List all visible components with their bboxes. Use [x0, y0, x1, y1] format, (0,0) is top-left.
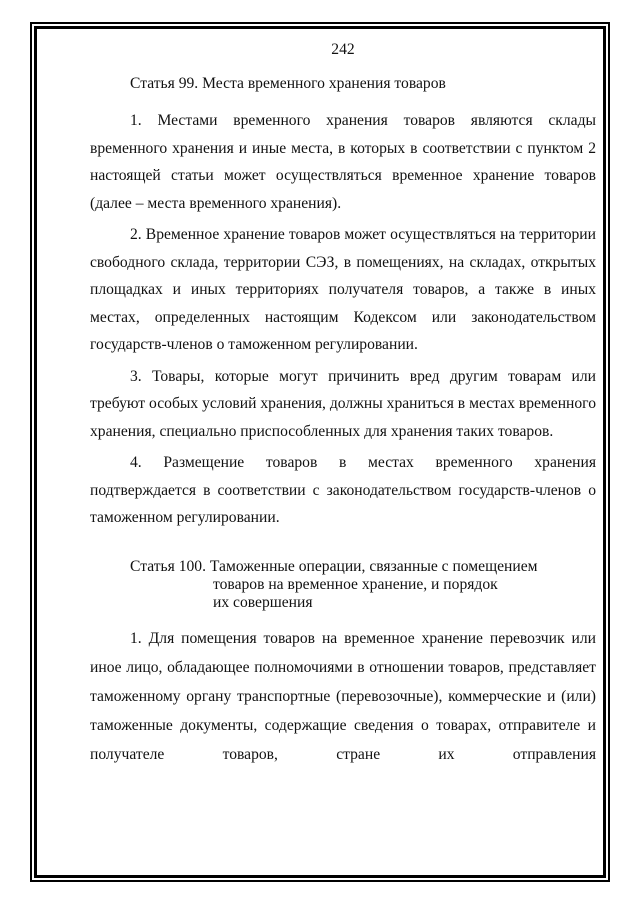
page-number: 242 [331, 41, 355, 58]
article-99 [90, 70, 596, 532]
article-99-paragraph: 3. Товары, которые могут причинить вред другим товарам или требуют особых условий хранения, должны храниться в местах временного хранения, специально приспособленных для хранения таких товаров. [90, 367, 596, 440]
article-100-title-line: Статья 100. Таможенные операции, связанные с помещением [130, 557, 538, 575]
article-99-title: Статья 99. Места временного хранения товаров [130, 74, 446, 92]
document-page [90, 36, 596, 769]
article-100-title [130, 558, 596, 612]
article-100-title-line: их совершения [213, 593, 313, 611]
article-99-paragraph: 4. Размещение товаров в местах временного хранения подтверждается в соответствии с законодательством государств-членов о таможенном регулировании. [90, 454, 596, 526]
article-100-paragraph: 1. Для помещения товаров на временное хранение перевозчик или иное лицо, обладающее полномочиями в отношении товаров, представляет таможенному органу транспортные (перевозочные), коммерческие и (или) таможенные документы, содержащие сведения о товарах, отправителе и получателе товаров, стране их отправления [90, 629, 596, 763]
article-100-title-line: товаров на временное хранение, и порядок [213, 575, 498, 593]
article-99-paragraph: 2. Временное хранение товаров может осуществляться на территории свободного склада, территории СЭЗ, в помещениях, на складах, открытых площадках и иных территориях получателя товаров, а также в иных местах, определенных настоящим Кодексом или законодательством государств-членов о таможенном регулировании. [90, 226, 596, 353]
article-99-paragraph: 1. Местами временного хранения товаров являются склады временного хранения и иные места, в которых в соответствии с пунктом 2 настоящей статьи может осуществляться временное хранение товаров (далее – места временного хранения). [90, 112, 596, 212]
article-100 [90, 558, 596, 769]
